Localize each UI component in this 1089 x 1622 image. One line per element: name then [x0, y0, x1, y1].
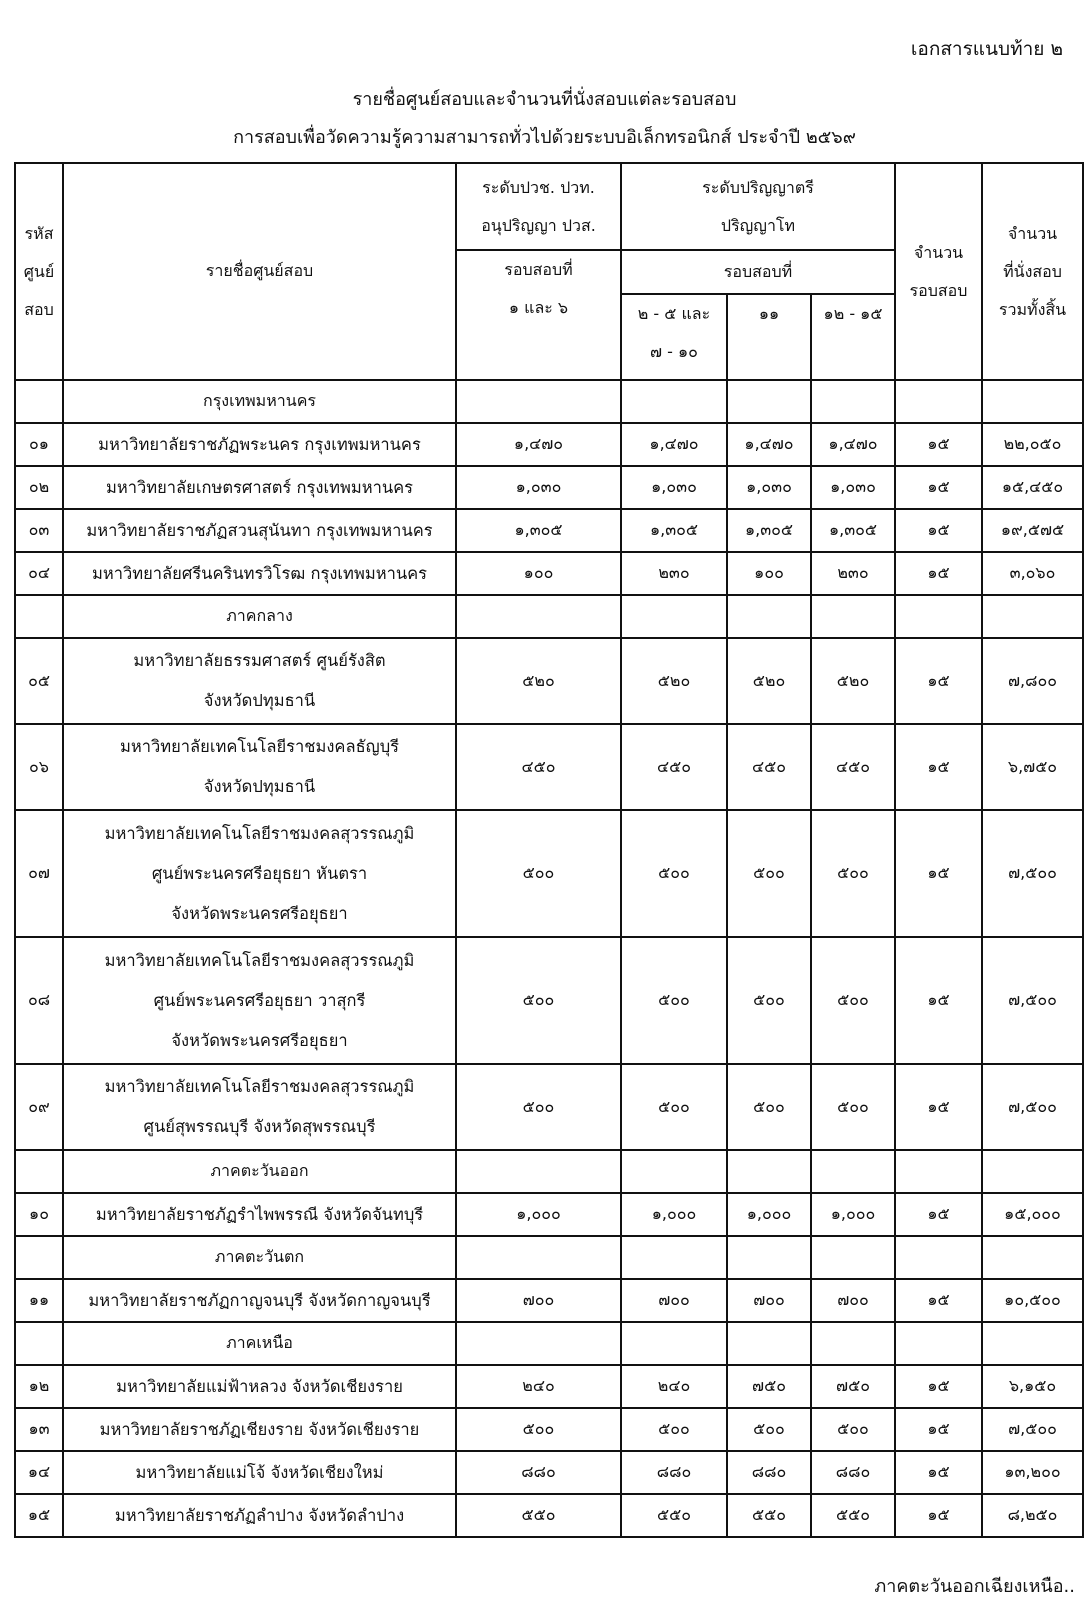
- round-count: ๑๕: [895, 1193, 982, 1236]
- seats-round-1-6: ๑,๓๐๕: [456, 509, 621, 552]
- round-count: ๑๕: [895, 552, 982, 595]
- center-name-line: จังหวัดปทุมธานี: [203, 777, 316, 796]
- seats-round-2-10: ๒๓๐: [621, 552, 727, 595]
- seats-round-11: ๘๘๐: [727, 1451, 811, 1494]
- region-label: ภาคตะวันออก: [63, 1150, 456, 1193]
- round-count: ๑๕: [895, 638, 982, 724]
- seats-round-2-10: ๕๐๐: [621, 1064, 727, 1150]
- region-cell-empty: [621, 1150, 727, 1193]
- center-code: ๑๓: [15, 1408, 63, 1451]
- center-name-line: มหาวิทยาลัยเทคโนโลยีราชมงคลสุวรรณภูมิ: [104, 1077, 415, 1096]
- region-cell-empty: [621, 380, 727, 423]
- seats-round-11: ๗๐๐: [727, 1279, 811, 1322]
- region-cell-empty: [456, 1236, 621, 1279]
- region-cell-empty: [982, 1150, 1083, 1193]
- center-name: [63, 937, 456, 1064]
- seats-round-1-6: ๕๐๐: [456, 937, 621, 1064]
- center-name-line: จังหวัดพระนครศรีอยุธยา: [171, 1030, 348, 1050]
- center-code: ๑๔: [15, 1451, 63, 1494]
- seats-round-12-15: ๔๕๐: [811, 724, 895, 810]
- center-name: [63, 466, 456, 509]
- seats-round-12-15: ๗๐๐: [811, 1279, 895, 1322]
- header-vocational-rounds: รอบสอบที่ ๑ และ ๖: [456, 250, 621, 380]
- center-name: [63, 1408, 456, 1451]
- total-seats: ๑๕,๐๐๐: [982, 1193, 1083, 1236]
- region-cell-empty: [982, 1322, 1083, 1365]
- table-row: [15, 1279, 1083, 1322]
- round-count: ๑๕: [895, 423, 982, 466]
- seats-round-11: ๕๐๐: [727, 810, 811, 937]
- seats-round-12-15: ๑,๔๗๐: [811, 423, 895, 466]
- document-title: รายชื่อศูนย์สอบและจำนวนที่นั่งสอบแต่ละรอบสอบ: [352, 89, 737, 110]
- region-cell-empty: [811, 1322, 895, 1365]
- region-code-empty: [15, 380, 63, 423]
- seats-round-2-10: ๑,๓๐๕: [621, 509, 727, 552]
- center-code: ๐๖: [15, 724, 63, 810]
- seats-round-2-10: ๒๔๐: [621, 1365, 727, 1408]
- center-name-line: มหาวิทยาลัยแม่โจ้ จังหวัดเชียงใหม่: [135, 1462, 384, 1482]
- seats-round-1-6: ๕๒๐: [456, 638, 621, 724]
- round-count: ๑๕: [895, 1451, 982, 1494]
- seats-round-12-15: ๕๒๐: [811, 638, 895, 724]
- center-name: [63, 724, 456, 810]
- region-code-empty: [15, 1150, 63, 1193]
- table-row: [15, 1451, 1083, 1494]
- total-seats: ๘,๒๕๐: [982, 1494, 1083, 1537]
- total-seats: ๑๐,๕๐๐: [982, 1279, 1083, 1322]
- seats-round-11: ๕๕๐: [727, 1494, 811, 1537]
- seats-round-12-15: ๕๐๐: [811, 810, 895, 937]
- center-name: [63, 1494, 456, 1537]
- center-code: ๐๑: [15, 423, 63, 466]
- region-cell-empty: [727, 1236, 811, 1279]
- center-name: [63, 638, 456, 724]
- seats-round-2-10: ๕๐๐: [621, 810, 727, 937]
- region-cell-empty: [811, 1150, 895, 1193]
- region-cell-empty: [456, 1150, 621, 1193]
- center-name-line: มหาวิทยาลัยธรรมศาสตร์ ศูนย์รังสิต: [133, 651, 386, 670]
- region-cell-empty: [621, 1236, 727, 1279]
- region-row: [15, 1322, 1083, 1365]
- table-row: [15, 509, 1083, 552]
- region-cell-empty: [982, 1236, 1083, 1279]
- seats-round-11: ๕๐๐: [727, 937, 811, 1064]
- seats-round-1-6: ๑,๐๓๐: [456, 466, 621, 509]
- header-degree-round-11: ๑๑: [727, 294, 811, 380]
- seats-round-11: ๕๐๐: [727, 1064, 811, 1150]
- region-cell-empty: [727, 595, 811, 638]
- center-name-line: มหาวิทยาลัยราชภัฏรำไพพรรณี จังหวัดจันทบุรี: [95, 1204, 424, 1224]
- seats-round-2-10: ๕๐๐: [621, 937, 727, 1064]
- region-cell-empty: [727, 380, 811, 423]
- region-cell-empty: [621, 595, 727, 638]
- center-name-line: มหาวิทยาลัยเกษตรศาสตร์ กรุงเทพมหานคร: [105, 477, 414, 497]
- total-seats: ๓,๐๖๐: [982, 552, 1083, 595]
- total-seats: ๗,๕๐๐: [982, 937, 1083, 1064]
- center-name-line: มหาวิทยาลัยราชภัฏเชียงราย จังหวัดเชียงราย: [99, 1419, 420, 1439]
- region-cell-empty: [895, 1236, 982, 1279]
- header-degree-level: ระดับปริญญาตรี ปริญญาโท: [621, 163, 895, 250]
- seats-round-12-15: ๕๐๐: [811, 1408, 895, 1451]
- round-count: ๑๕: [895, 509, 982, 552]
- total-seats: ๗,๕๐๐: [982, 810, 1083, 937]
- continuation-note: ภาคตะวันออกเฉียงเหนือ..: [874, 1576, 1075, 1597]
- round-count: ๑๕: [895, 1494, 982, 1537]
- total-seats: ๒๒,๐๕๐: [982, 423, 1083, 466]
- total-seats: ๑๓,๒๐๐: [982, 1451, 1083, 1494]
- region-cell-empty: [456, 595, 621, 638]
- total-seats: ๑๕,๔๕๐: [982, 466, 1083, 509]
- seats-round-11: ๑,๐๓๐: [727, 466, 811, 509]
- seats-round-12-15: ๑,๓๐๕: [811, 509, 895, 552]
- seats-round-2-10: ๕๒๐: [621, 638, 727, 724]
- center-code: ๐๘: [15, 937, 63, 1064]
- seats-round-12-15: ๑,๐๓๐: [811, 466, 895, 509]
- round-count: ๑๕: [895, 1064, 982, 1150]
- header-round-count: จำนวน รอบสอบ: [895, 163, 982, 380]
- seats-round-2-10: ๗๐๐: [621, 1279, 727, 1322]
- center-code: ๐๔: [15, 552, 63, 595]
- center-code: ๑๐: [15, 1193, 63, 1236]
- header-degree-round-2-10: ๒ - ๕ และ ๗ - ๑๐: [621, 294, 727, 380]
- region-cell-empty: [895, 1322, 982, 1365]
- seats-round-11: ๑,๓๐๕: [727, 509, 811, 552]
- center-name: [63, 1279, 456, 1322]
- document-subtitle: การสอบเพื่อวัดความรู้ความสามารถทั่วไปด้วยระบบอิเล็กทรอนิกส์ ประจำปี ๒๕๖๙: [233, 127, 856, 148]
- center-code: ๐๙: [15, 1064, 63, 1150]
- table-row: [15, 937, 1083, 1064]
- seats-round-12-15: ๗๕๐: [811, 1365, 895, 1408]
- seats-round-1-6: ๔๕๐: [456, 724, 621, 810]
- seats-round-11: ๑๐๐: [727, 552, 811, 595]
- seats-round-1-6: ๕๐๐: [456, 1408, 621, 1451]
- header-code: รหัส ศูนย์ สอบ: [15, 163, 63, 380]
- center-code: ๑๒: [15, 1365, 63, 1408]
- seats-round-2-10: ๑,๐๐๐: [621, 1193, 727, 1236]
- center-name-line: มหาวิทยาลัยราชภัฏพระนคร กรุงเทพมหานคร: [98, 434, 421, 454]
- region-label: ภาคกลาง: [63, 595, 456, 638]
- seats-round-2-10: ๑,๐๓๐: [621, 466, 727, 509]
- header-degree-round-12-15: ๑๒ - ๑๕: [811, 294, 895, 380]
- center-name: [63, 552, 456, 595]
- header-degree-round-label: รอบสอบที่: [621, 250, 895, 294]
- exam-center-table: [14, 162, 1084, 1538]
- region-cell-empty: [895, 1150, 982, 1193]
- seats-round-11: ๕๐๐: [727, 1408, 811, 1451]
- region-code-empty: [15, 1322, 63, 1365]
- round-count: ๑๕: [895, 1279, 982, 1322]
- seats-round-2-10: ๘๘๐: [621, 1451, 727, 1494]
- table-row: [15, 466, 1083, 509]
- region-cell-empty: [456, 1322, 621, 1365]
- region-label: กรุงเทพมหานคร: [63, 380, 456, 423]
- center-code: ๑๑: [15, 1279, 63, 1322]
- table-header: [15, 163, 1083, 380]
- seats-round-1-6: ๑,๔๗๐: [456, 423, 621, 466]
- total-seats: ๖,๗๕๐: [982, 724, 1083, 810]
- table-row: [15, 1193, 1083, 1236]
- seats-round-12-15: ๕๐๐: [811, 1064, 895, 1150]
- seats-round-12-15: ๕๐๐: [811, 937, 895, 1064]
- seats-round-11: ๑,๔๗๐: [727, 423, 811, 466]
- region-cell-empty: [895, 380, 982, 423]
- region-cell-empty: [895, 595, 982, 638]
- annex-label: เอกสารแนบท้าย ๒: [910, 38, 1063, 60]
- seats-round-11: ๑,๐๐๐: [727, 1193, 811, 1236]
- region-cell-empty: [982, 595, 1083, 638]
- center-name-line: จังหวัดปทุมธานี: [203, 691, 316, 710]
- region-label: ภาคตะวันตก: [63, 1236, 456, 1279]
- region-row: [15, 1150, 1083, 1193]
- region-row: [15, 595, 1083, 638]
- header-total-seats: จำนวน ที่นั่งสอบ รวมทั้งสิ้น: [982, 163, 1083, 380]
- center-code: ๐๓: [15, 509, 63, 552]
- region-code-empty: [15, 1236, 63, 1279]
- total-seats: ๗,๕๐๐: [982, 1408, 1083, 1451]
- center-code: ๑๕: [15, 1494, 63, 1537]
- table-row: [15, 1408, 1083, 1451]
- table-row: [15, 1064, 1083, 1150]
- table-row: [15, 423, 1083, 466]
- round-count: ๑๕: [895, 810, 982, 937]
- seats-round-2-10: ๑,๔๗๐: [621, 423, 727, 466]
- center-name-line: มหาวิทยาลัยราชภัฏกาญจนบุรี จังหวัดกาญจนบุรี: [88, 1290, 431, 1310]
- center-name-line: มหาวิทยาลัยเทคโนโลยีราชมงคลสุวรรณภูมิ: [104, 950, 415, 970]
- region-row: [15, 1236, 1083, 1279]
- total-seats: ๑๙,๕๗๕: [982, 509, 1083, 552]
- round-count: ๑๕: [895, 937, 982, 1064]
- center-name: [63, 1451, 456, 1494]
- region-cell-empty: [811, 380, 895, 423]
- region-code-empty: [15, 595, 63, 638]
- seats-round-12-15: ๘๘๐: [811, 1451, 895, 1494]
- center-name-line: ศูนย์สุพรรณบุรี จังหวัดสุพรรณบุรี: [143, 1117, 376, 1136]
- seats-round-2-10: ๕๐๐: [621, 1408, 727, 1451]
- region-cell-empty: [456, 380, 621, 423]
- seats-round-11: ๗๕๐: [727, 1365, 811, 1408]
- seats-round-1-6: ๕๐๐: [456, 1064, 621, 1150]
- center-name: [63, 509, 456, 552]
- header-center-name: รายชื่อศูนย์สอบ: [63, 163, 456, 380]
- total-seats: ๗,๘๐๐: [982, 638, 1083, 724]
- region-label: ภาคเหนือ: [63, 1322, 456, 1365]
- center-name-line: มหาวิทยาลัยเทคโนโลยีราชมงคลสุวรรณภูมิ: [104, 823, 415, 843]
- round-count: ๑๕: [895, 724, 982, 810]
- center-name-line: ศูนย์พระนครศรีอยุธยา วาสุกรี: [153, 990, 366, 1010]
- seats-round-1-6: ๘๘๐: [456, 1451, 621, 1494]
- seats-round-12-15: ๑,๐๐๐: [811, 1193, 895, 1236]
- table-row: [15, 1365, 1083, 1408]
- seats-round-1-6: ๑,๐๐๐: [456, 1193, 621, 1236]
- seats-round-1-6: ๕๐๐: [456, 810, 621, 937]
- table-row: [15, 638, 1083, 724]
- table-row: [15, 810, 1083, 937]
- region-cell-empty: [811, 1236, 895, 1279]
- seats-round-1-6: ๒๔๐: [456, 1365, 621, 1408]
- center-name-line: มหาวิทยาลัยแม่ฟ้าหลวง จังหวัดเชียงราย: [116, 1376, 403, 1396]
- seats-round-2-10: ๔๕๐: [621, 724, 727, 810]
- seats-round-1-6: ๗๐๐: [456, 1279, 621, 1322]
- region-cell-empty: [621, 1322, 727, 1365]
- center-name: [63, 1365, 456, 1408]
- seats-round-12-15: ๕๕๐: [811, 1494, 895, 1537]
- round-count: ๑๕: [895, 466, 982, 509]
- round-count: ๑๕: [895, 1408, 982, 1451]
- center-code: ๐๗: [15, 810, 63, 937]
- seats-round-1-6: ๕๕๐: [456, 1494, 621, 1537]
- round-count: ๑๕: [895, 1365, 982, 1408]
- center-name-line: จังหวัดพระนครศรีอยุธยา: [171, 903, 348, 923]
- table-row: [15, 1494, 1083, 1537]
- region-cell-empty: [727, 1150, 811, 1193]
- center-code: ๐๕: [15, 638, 63, 724]
- table-body: [15, 380, 1083, 1537]
- header-vocational-level: ระดับปวช. ปวท. อนุปริญญา ปวส.: [456, 163, 621, 250]
- table-row: [15, 552, 1083, 595]
- center-name-line: มหาวิทยาลัยเทคโนโลยีราชมงคลธัญบุรี: [119, 737, 400, 756]
- region-cell-empty: [982, 380, 1083, 423]
- seats-round-1-6: ๑๐๐: [456, 552, 621, 595]
- region-cell-empty: [727, 1322, 811, 1365]
- seats-round-2-10: ๕๕๐: [621, 1494, 727, 1537]
- center-name: [63, 1193, 456, 1236]
- center-name-line: มหาวิทยาลัยราชภัฏลำปาง จังหวัดลำปาง: [114, 1505, 405, 1525]
- seats-round-11: ๕๒๐: [727, 638, 811, 724]
- seats-round-12-15: ๒๓๐: [811, 552, 895, 595]
- center-name-line: ศูนย์พระนครศรีอยุธยา หันตรา: [151, 863, 368, 883]
- table-row: [15, 724, 1083, 810]
- total-seats: ๗,๕๐๐: [982, 1064, 1083, 1150]
- center-name: [63, 810, 456, 937]
- center-name: [63, 1064, 456, 1150]
- region-row: [15, 380, 1083, 423]
- center-name-line: มหาวิทยาลัยราชภัฏสวนสุนันทา กรุงเทพมหานคร: [86, 520, 433, 540]
- seats-round-11: ๔๕๐: [727, 724, 811, 810]
- center-code: ๐๒: [15, 466, 63, 509]
- total-seats: ๖,๑๕๐: [982, 1365, 1083, 1408]
- center-name-line: มหาวิทยาลัยศรีนครินทรวิโรฒ กรุงเทพมหานคร: [91, 563, 428, 583]
- center-name: [63, 423, 456, 466]
- region-cell-empty: [811, 595, 895, 638]
